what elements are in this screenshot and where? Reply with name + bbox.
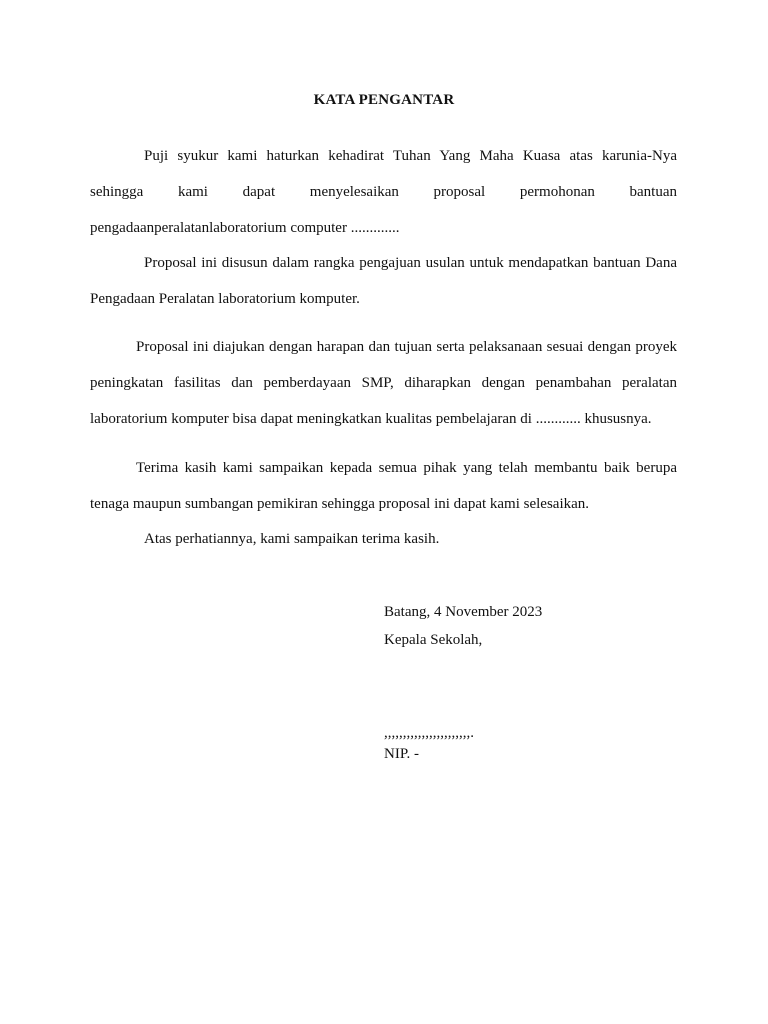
paragraph-hope: Proposal ini diajukan dengan harapan dan tujuan serta pelaksanaan sesuai dengan proyek peningkatan fasilitas dan pemberdayaan SMP, diharapkan dengan penambahan peralatan laboratorium komputer bisa dapat meningkatkan kualitas pembelajaran di ............ khususnya. <box>90 339 677 427</box>
signature-place-date: Batang, 4 November 2023 <box>384 604 543 620</box>
paragraph-closing: Atas perhatiannya, kami sampaikan terima kasih. <box>144 531 440 547</box>
signature-name-placeholder: ,,,,,,,,,,,,,,,,,,,,,,,. <box>384 725 474 741</box>
paragraph-opening: Puji syukur kami haturkan kehadirat Tuhan Yang Maha Kuasa atas karunia-Nya sehingga kami dapat menyelesaikan proposal permohonan bantuan pengadaanperalatanlaboratorium computer ............. <box>90 148 677 236</box>
paragraph-purpose: Proposal ini disusun dalam rangka pengajuan usulan untuk mendapatkan bantuan Dana Pengadaan Peralatan laboratorium komputer. <box>90 255 677 307</box>
signature-role: Kepala Sekolah, <box>384 632 483 648</box>
paragraph-thanks: Terima kasih kami sampaikan kepada semua pihak yang telah membantu baik berupa tenaga maupun sumbangan pemikiran sehingga proposal ini dapat kami selesaikan. <box>90 460 677 512</box>
document-title: KATA PENGANTAR <box>313 92 455 108</box>
signature-nip: NIP. - <box>384 746 420 762</box>
